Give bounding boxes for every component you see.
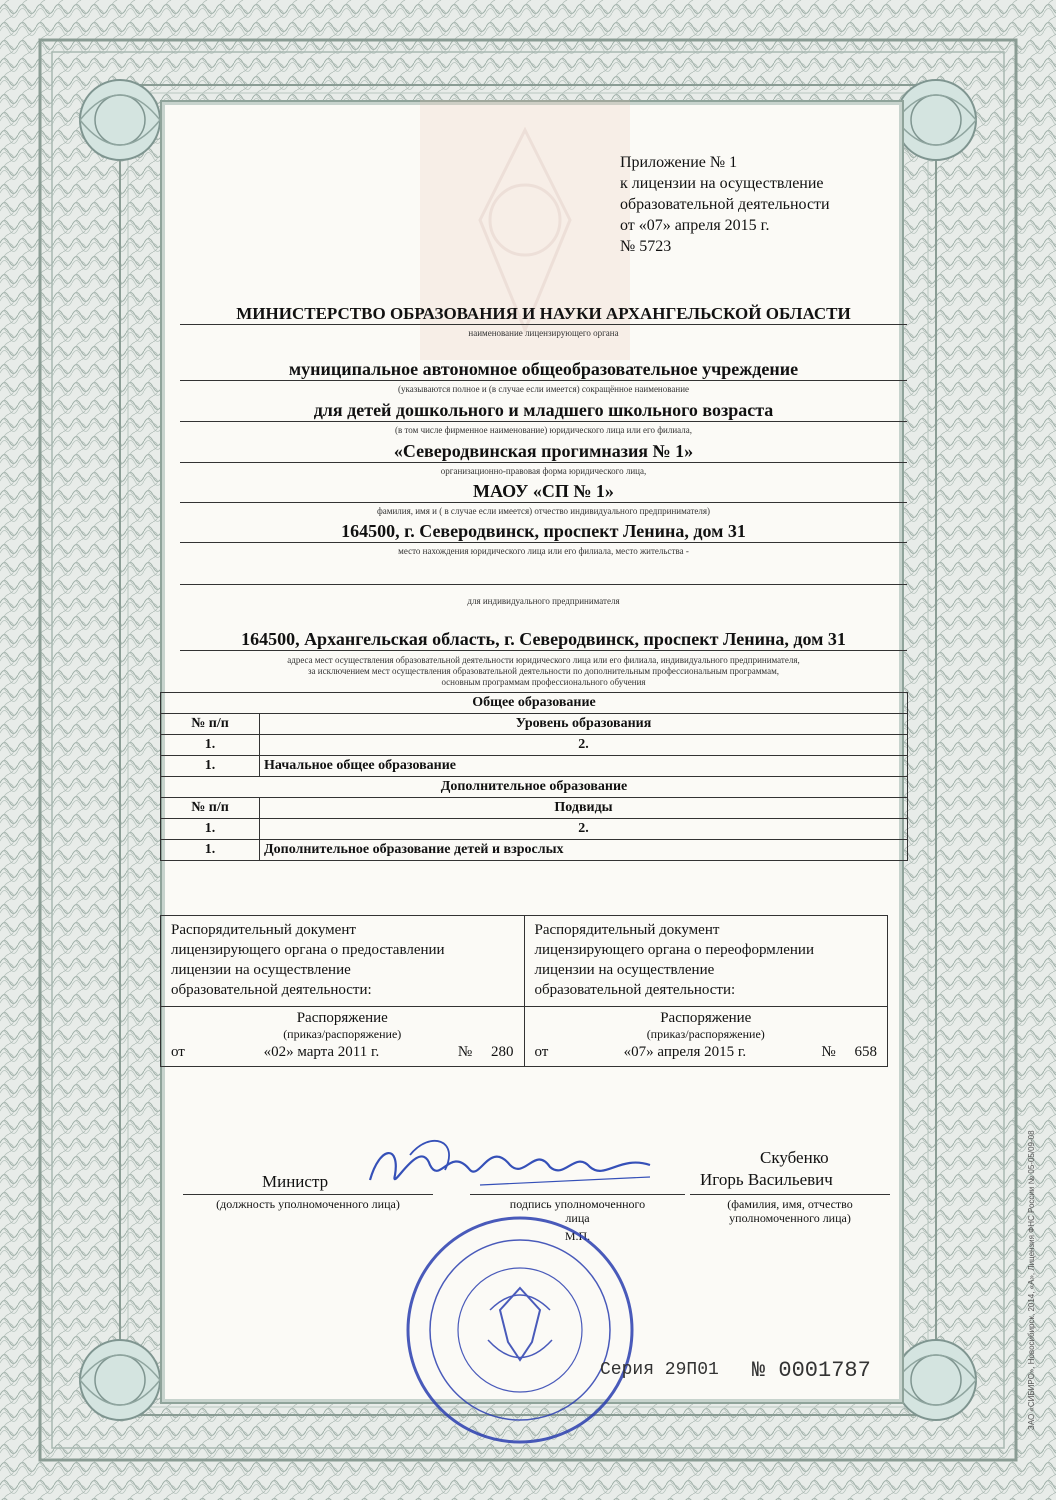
education-table xyxy=(160,692,908,861)
col-header-num: № п/п xyxy=(161,714,260,735)
doc-number: 280 xyxy=(490,1044,514,1060)
table-row xyxy=(161,756,908,777)
doc-heading-line: лицензии на осуществление xyxy=(171,962,351,978)
appendix-header xyxy=(620,152,830,257)
signer-surname: Скубенко xyxy=(760,1148,829,1167)
blank-line xyxy=(180,584,907,585)
order-doc-grant xyxy=(161,916,525,1067)
doc-type-caption: (приказ/распоряжение) xyxy=(646,1027,765,1041)
doc-heading-line: образовательной деятельности: xyxy=(171,982,372,998)
section-title-general: Общее образование xyxy=(161,693,908,714)
row-subtype: Дополнительное образование детей и взрослых xyxy=(260,840,908,861)
org-caption-1: (указываются полное и (в случае если имеется) сокращённое наименование xyxy=(397,384,690,394)
doc-type: Распоряжение xyxy=(525,1006,888,1028)
table-row xyxy=(161,693,908,714)
row-level: Начальное общее образование xyxy=(260,756,908,777)
org-caption-7b: за исключением мест осуществления образовательной деятельности по дополнительным профессиональным программам, xyxy=(307,666,780,676)
org-name-line-1: муниципальное автономное общеобразовательное учреждение xyxy=(180,359,907,381)
org-caption-5: место нахождения юридического лица или его филиала, место жительства - xyxy=(398,546,689,556)
form-number: № 0001787 xyxy=(752,1358,871,1383)
doc-number: 658 xyxy=(854,1044,877,1060)
doc-number-label: № xyxy=(821,1044,836,1060)
doc-heading-line: Распорядительный документ xyxy=(171,922,356,938)
doc-number-label: № xyxy=(457,1044,473,1060)
appendix-line: Приложение № 1 xyxy=(620,154,738,171)
doc-heading-line: лицензирующего органа о предоставлении xyxy=(171,942,445,958)
table-row xyxy=(161,916,888,1067)
doc-type-caption: (приказ/распоряжение) xyxy=(283,1027,402,1041)
org-name-line-2: для детей дошкольного и младшего школьного возраста xyxy=(180,400,907,422)
name-caption: (фамилия, имя, отчество xyxy=(727,1197,853,1211)
licensing-authority-caption: наименование лицензирующего органа xyxy=(468,328,619,338)
signature-caption: подпись уполномоченного xyxy=(509,1197,646,1211)
doc-heading-line: лицензирующего органа о переоформлении xyxy=(534,942,814,958)
doc-heading-line: Распорядительный документ xyxy=(534,922,720,938)
col-index-level: 2. xyxy=(260,735,908,756)
org-caption-3: организационно-правовая форма юридического лица, xyxy=(440,466,647,476)
name-line xyxy=(690,1194,890,1195)
org-caption-2: (в том числе фирменное наименование) юридического лица или его филиала, xyxy=(394,425,692,435)
table-row xyxy=(161,777,908,798)
stamp-place-label: М.П. xyxy=(564,1229,591,1243)
doc-date: «02» марта 2011 г. xyxy=(263,1044,380,1060)
table-row xyxy=(161,798,908,819)
appendix-line: образовательной деятельности xyxy=(620,196,830,213)
doc-heading-line: лицензии на осуществление xyxy=(534,962,715,978)
signature-caption: лица xyxy=(565,1211,590,1225)
row-num: 1. xyxy=(161,756,260,777)
appendix-line: к лицензии на осуществление xyxy=(620,175,824,192)
doc-from-label: от xyxy=(534,1044,549,1060)
col-index-num: 1. xyxy=(161,735,260,756)
table-row xyxy=(161,714,908,735)
order-documents-table xyxy=(160,915,888,1067)
printer-imprint xyxy=(1027,1060,1039,1430)
signer-name: Игорь Васильевич xyxy=(700,1170,833,1189)
appendix-line: от «07» апреля 2015 г. xyxy=(620,217,770,234)
org-caption-7a: адреса мест осуществления образовательной деятельности юридического лица или его филиала, индивидуального предпринимателя, xyxy=(287,655,800,665)
activity-address: 164500, Архангельская область, г. Северодвинск, проспект Ленина, дом 31 xyxy=(180,629,907,651)
order-doc-reissue xyxy=(524,916,888,1067)
org-short-name: МАОУ «СП № 1» xyxy=(180,481,907,503)
col-header-level: Уровень образования xyxy=(260,714,908,735)
appendix-line: № 5723 xyxy=(620,238,672,255)
org-caption-7c: основным программам профессионального обучения xyxy=(441,677,646,687)
official-seal xyxy=(400,1210,640,1450)
col-header-num: № п/п xyxy=(161,798,260,819)
org-caption-6: для индивидуального предпринимателя xyxy=(467,596,620,606)
row-num: 1. xyxy=(161,840,260,861)
table-row xyxy=(161,735,908,756)
col-header-subtype: Подвиды xyxy=(260,798,908,819)
doc-heading-line: образовательной деятельности: xyxy=(534,982,736,998)
handwritten-signature xyxy=(350,1125,670,1205)
col-index-subtype: 2. xyxy=(260,819,908,840)
name-caption: уполномоченного лица) xyxy=(729,1211,851,1225)
position-caption: (должность уполномоченного лица) xyxy=(216,1197,400,1211)
table-row xyxy=(161,840,908,861)
signer-position: Министр xyxy=(262,1172,329,1191)
section-title-additional: Дополнительное образование xyxy=(161,777,908,798)
licensing-authority-name: МИНИСТЕРСТВО ОБРАЗОВАНИЯ И НАУКИ АРХАНГЕЛЬСКОЙ ОБЛАСТИ xyxy=(180,304,907,325)
table-row xyxy=(161,819,908,840)
col-index-num: 1. xyxy=(161,819,260,840)
org-address: 164500, г. Северодвинск, проспект Ленина, дом 31 xyxy=(180,521,907,543)
doc-date: «07» апреля 2015 г. xyxy=(623,1044,747,1060)
form-series: Серия 29П01 xyxy=(600,1360,719,1380)
org-caption-4: фамилия, имя и ( в случае если имеется) отчество индивидуального предпринимателя) xyxy=(376,506,711,516)
printer-imprint-text: ЗАО «СИБИРО», Новосибирск, 2014, «А», Лицензия ФНС России № 05-05/09-08 xyxy=(1027,1130,1036,1430)
org-name-line-3: «Северодвинская прогимназия № 1» xyxy=(180,441,907,463)
doc-from-label: от xyxy=(171,1044,185,1060)
doc-type: Распоряжение xyxy=(161,1006,524,1028)
